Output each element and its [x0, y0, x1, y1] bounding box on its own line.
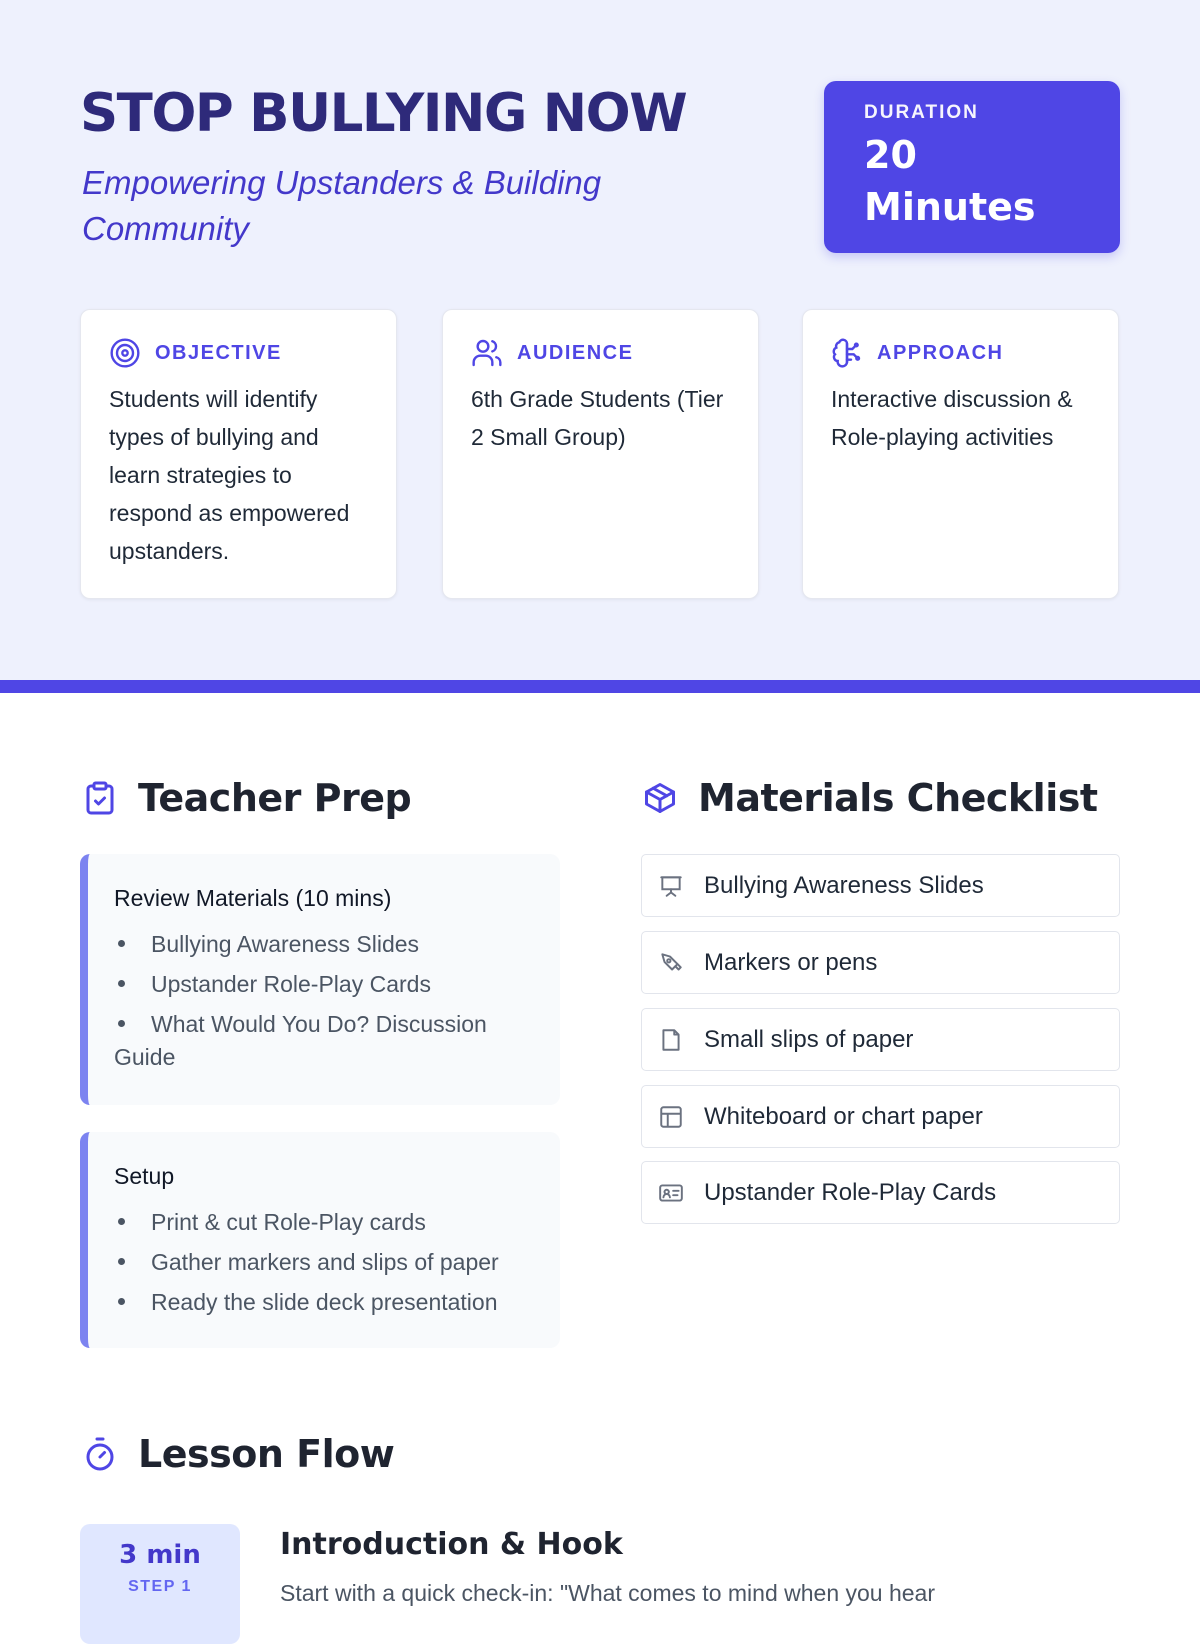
users-icon — [471, 337, 503, 369]
material-item-whiteboard[interactable] — [641, 1085, 1120, 1148]
id-card-icon — [658, 1180, 684, 1206]
lesson-flow-heading: Lesson Flow — [138, 1432, 395, 1476]
list-item: Upstander Role-Play Cards — [114, 968, 534, 1001]
material-item-paper[interactable] — [641, 1008, 1120, 1071]
material-label: Bullying Awareness Slides — [704, 871, 984, 899]
material-item-markers[interactable] — [641, 931, 1120, 994]
material-item-slides[interactable] — [641, 854, 1120, 917]
list-item: What Would You Do? Discussion Guide — [114, 1011, 487, 1070]
prep-setup-box — [80, 1132, 560, 1348]
step-number: STEP 1 — [128, 1578, 192, 1595]
list-item: Bullying Awareness Slides — [114, 928, 534, 961]
step-title: Introduction & Hook — [280, 1527, 623, 1562]
duration-badge — [824, 81, 1120, 253]
materials-heading: Materials Checklist — [698, 776, 1098, 820]
teacher-prep-heading: Teacher Prep — [138, 776, 412, 820]
approach-card — [802, 309, 1119, 599]
teacher-prep-header — [82, 776, 411, 820]
approach-text: Interactive discussion & Role-playing activities — [831, 386, 1073, 450]
objective-card — [80, 309, 397, 599]
hero-section — [0, 0, 1200, 680]
audience-card — [442, 309, 759, 599]
material-label: Upstander Role-Play Cards — [704, 1178, 997, 1206]
list-item: Gather markers and slips of paper — [114, 1246, 534, 1279]
prep-review-box — [80, 854, 560, 1105]
prep-review-title: Review Materials (10 mins) — [114, 885, 392, 911]
page-title: STOP BULLYING NOW — [80, 83, 687, 144]
duration-value: 20 Minutes — [864, 133, 1036, 229]
lesson-flow-header — [82, 1432, 394, 1476]
approach-label: APPROACH — [877, 341, 1004, 364]
timer-icon — [82, 1436, 118, 1472]
package-icon — [642, 780, 678, 816]
target-icon — [109, 337, 141, 369]
objective-text: Students will identify types of bullying and learn strategies to respond as empowered upstanders. — [109, 386, 350, 564]
layout-icon — [658, 1104, 684, 1130]
duration-label: DURATION — [864, 102, 979, 123]
material-label: Markers or pens — [704, 948, 878, 976]
file-icon — [658, 1027, 684, 1053]
step-badge — [80, 1524, 240, 1644]
material-item-cards[interactable] — [641, 1161, 1120, 1224]
materials-header — [642, 776, 1098, 820]
step-time: 3 min — [119, 1540, 201, 1570]
clipboard-check-icon — [82, 780, 118, 816]
objective-label: OBJECTIVE — [155, 341, 282, 364]
audience-text: 6th Grade Students (Tier 2 Small Group) — [471, 386, 724, 450]
divider — [0, 680, 1200, 693]
material-label: Whiteboard or chart paper — [704, 1102, 983, 1130]
material-label: Small slips of paper — [704, 1025, 914, 1053]
audience-label: AUDIENCE — [517, 341, 634, 364]
page-subtitle: Empowering Upstanders & Building Community — [82, 164, 602, 247]
presentation-icon — [658, 873, 684, 899]
step-description: Start with a quick check-in: "What comes to mind when you hear — [280, 1580, 936, 1606]
list-item: Print & cut Role-Play cards — [114, 1206, 534, 1239]
list-item: Ready the slide deck presentation — [114, 1286, 534, 1319]
pen-icon — [658, 950, 684, 976]
prep-setup-title: Setup — [114, 1163, 175, 1189]
brain-icon — [831, 337, 863, 369]
